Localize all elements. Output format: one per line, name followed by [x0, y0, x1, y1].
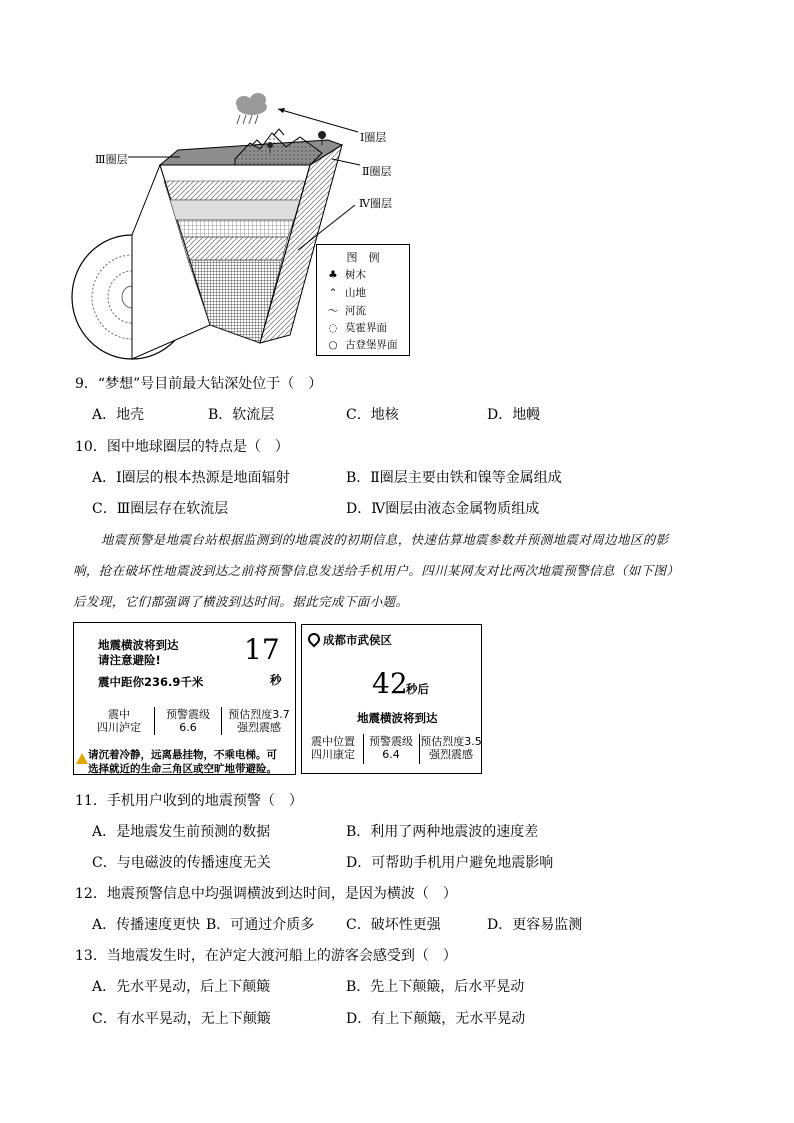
q10-option-b[interactable]: B．Ⅱ圈层主要由铁和镍等金属组成 — [346, 470, 562, 486]
q11-option-d[interactable]: D．可帮助手机用户避免地震影响 — [346, 855, 554, 871]
card1-magnitude-label: 预警震级 — [166, 708, 210, 721]
question-10-stem: 10．图中地球圈层的特点是（ ） — [75, 439, 289, 455]
card1-intensity — [223, 708, 295, 734]
question-11-stem: 11．手机用户收到的地震预警（ ） — [75, 793, 303, 809]
card1-epicenter — [82, 708, 156, 734]
q12-option-c[interactable]: C．破坏性更强 — [346, 917, 441, 933]
question-12-stem: 12．地震预警信息中均强调横波到达时间，是因为横波（ ） — [75, 886, 457, 902]
warning-card-kangding — [301, 624, 482, 774]
card1-magnitude-value: 6.6 — [179, 721, 197, 734]
passage-line-2: 响，抢在破坏性地震波到达之前将预警信息发送给手机用户。四川某网友对比两次地震预警信息（如下图） — [73, 563, 680, 578]
q9-option-b[interactable]: B．软流层 — [208, 407, 275, 423]
q11-option-b[interactable]: B．利用了两种地震波的速度差 — [346, 824, 539, 840]
legend-title: 图 例 — [346, 251, 380, 264]
q13-option-d[interactable]: D．有上下颠簸，无水平晃动 — [346, 1011, 526, 1027]
card2-magnitude-value: 6.4 — [382, 748, 400, 761]
card1-title-1: 地震横波将到达 — [98, 638, 179, 652]
card2-location: 成都市武侯区 — [323, 633, 392, 647]
card1-epicenter-label: 震中 — [108, 708, 130, 721]
legend-label: 山地 — [345, 287, 366, 299]
q9-option-d[interactable]: D．地幔 — [487, 407, 541, 423]
layer3-label: Ⅲ圈层 — [95, 153, 128, 166]
q11-option-c[interactable]: C．与电磁波的传播速度无关 — [92, 855, 271, 871]
card2-intensity — [420, 735, 482, 761]
q10-option-a[interactable]: A．Ⅰ圈层的根本热源是地面辐射 — [92, 470, 290, 486]
legend-label: 河流 — [345, 305, 366, 317]
layer1-label: Ⅰ圈层 — [360, 131, 387, 144]
card1-magnitude — [156, 708, 220, 734]
q12-option-b[interactable]: B．可通过介质多 — [206, 917, 315, 933]
mountain-icon: ⌃ — [328, 287, 338, 299]
q13-option-a[interactable]: A．先水平晃动，后上下颠簸 — [92, 979, 271, 995]
legend-item-mountain — [325, 285, 366, 300]
river-icon: 〜 — [327, 305, 339, 317]
layer2-label: Ⅱ圈层 — [362, 165, 392, 178]
legend-label: 古登堡界面 — [345, 339, 398, 351]
q12-option-d[interactable]: D．更容易监测 — [487, 917, 583, 933]
card1-unit: 秒 — [270, 673, 282, 687]
location-pin-icon — [306, 631, 323, 648]
card1-epicenter-value: 四川泸定 — [97, 721, 141, 734]
layer4-label: Ⅳ圈层 — [359, 197, 392, 210]
card1-intensity-label: 预估烈度3.7 — [228, 708, 290, 721]
card2-epicenter-label: 震中位置 — [311, 735, 355, 748]
card2-intensity-value: 强烈震感 — [429, 748, 473, 761]
passage-line-1: 地震预警是地震台站根据监测到的地震波的初期信息，快速估算地震参数并预测地震对周边地区的影 — [101, 532, 669, 547]
card2-intensity-label: 预估烈度3.5 — [420, 735, 482, 748]
card2-magnitude-label: 预警震级 — [369, 735, 413, 748]
q12-option-a[interactable]: A．传播速度更快 — [92, 917, 201, 933]
card2-epicenter-value: 四川康定 — [311, 748, 355, 761]
legend-item-gutenberg — [325, 337, 398, 352]
question-13-stem: 13．当地震发生时，在泸定大渡河船上的游客会感受到（ ） — [75, 948, 457, 964]
tree-icon: ♣ — [328, 269, 338, 281]
cloud-icon — [236, 93, 267, 124]
legend-label: 莫霍界面 — [345, 322, 387, 334]
q10-option-d[interactable]: D．Ⅳ圈层由液态金属物质组成 — [346, 501, 540, 517]
card1-title-2: 请注意避险! — [98, 653, 161, 667]
legend-item-moho — [325, 320, 387, 335]
warning-card-luding — [73, 622, 296, 775]
card1-intensity-value: 强烈震感 — [237, 721, 281, 734]
legend-label: 树木 — [345, 269, 366, 281]
legend — [316, 244, 410, 356]
card1-distance: 震中距你236.9千米 — [98, 675, 204, 689]
card2-countdown: 42 — [372, 667, 408, 700]
q11-option-a[interactable]: A．是地震发生前预测的数据 — [92, 824, 271, 840]
warning-triangle-icon — [76, 753, 88, 764]
card1-countdown: 17 — [244, 633, 280, 666]
legend-item-river — [325, 303, 366, 318]
card1-warning-1: 请沉着冷静，远离悬挂物，不乘电梯。可 — [88, 749, 277, 761]
card2-message: 地震横波将到达 — [357, 711, 438, 725]
card2-epicenter — [304, 735, 362, 761]
card2-magnitude — [364, 735, 418, 761]
legend-item-tree — [325, 267, 366, 282]
q9-option-c[interactable]: C．地核 — [346, 407, 399, 423]
q13-option-c[interactable]: C．有水平晃动，无上下颠簸 — [92, 1011, 271, 1027]
gutenberg-icon: ○ — [328, 339, 338, 351]
q13-option-b[interactable]: B．先上下颠簸，后水平晃动 — [346, 979, 525, 995]
q10-option-c[interactable]: C．Ⅲ圈层存在软流层 — [92, 501, 229, 517]
question-9-stem: 9．“梦想”号目前最大钻深处位于（ ） — [75, 376, 323, 392]
q9-option-a[interactable]: A．地壳 — [92, 407, 145, 423]
moho-icon: ◌ — [328, 322, 338, 334]
passage-line-3: 后发现，它们都强调了横波到达时间。据此完成下面小题。 — [73, 594, 409, 609]
card2-unit: 秒后 — [406, 682, 429, 696]
card1-warning-2: 选择就近的生命三角区或空旷地带避险。 — [88, 763, 277, 775]
